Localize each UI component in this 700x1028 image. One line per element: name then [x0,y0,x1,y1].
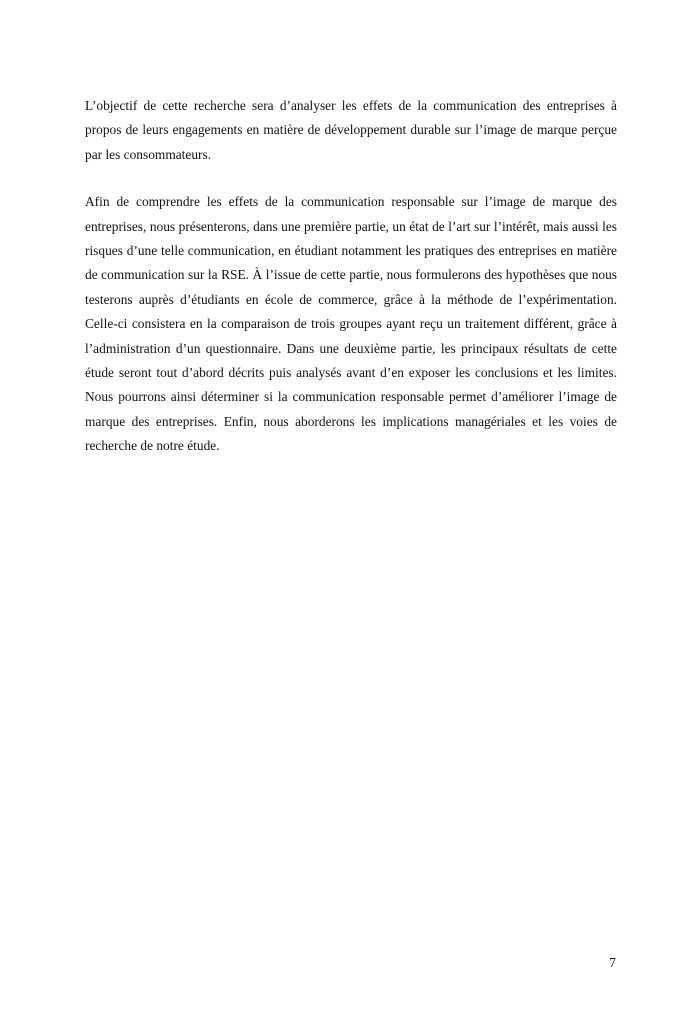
page-number: 7 [609,955,616,970]
paragraph-plan: Afin de comprendre les effets de la communication responsable sur l’image de marque des entreprises, nous présenterons, dans une première partie, un état de l’art sur l’intérêt, mais aussi les risques d’une telle communication, en étudiant notamment les pratiques des entreprises en matière de communication sur la RSE. À l’issue de cette partie, nous formulerons des hypothèses que nous testerons auprès d’étudiants en école de commerce, grâce à la méthode de l’expérimentation. Celle-ci consistera en la comparaison de trois groupes ayant reçu un traitement différent, grâce à l’administration d’un questionnaire. Dans une deuxième partie, les principaux résultats de cette étude seront tout d’abord décrits puis analysés avant d’en exposer les conclusions et les limites. Nous pourrons ainsi déterminer si la communication responsable permet d’améliorer l’image de marque des entreprises. Enfin, nous aborderons les implications managériales et les voies de recherche de notre étude. [85,194,617,454]
body-text [85,94,617,459]
paragraph-objective: L’objectif de cette recherche sera d’analyser les effets de la communication des entreprises à propos de leurs engagements en matière de développement durable sur l’image de marque perçue par les consommateurs. [85,98,617,162]
